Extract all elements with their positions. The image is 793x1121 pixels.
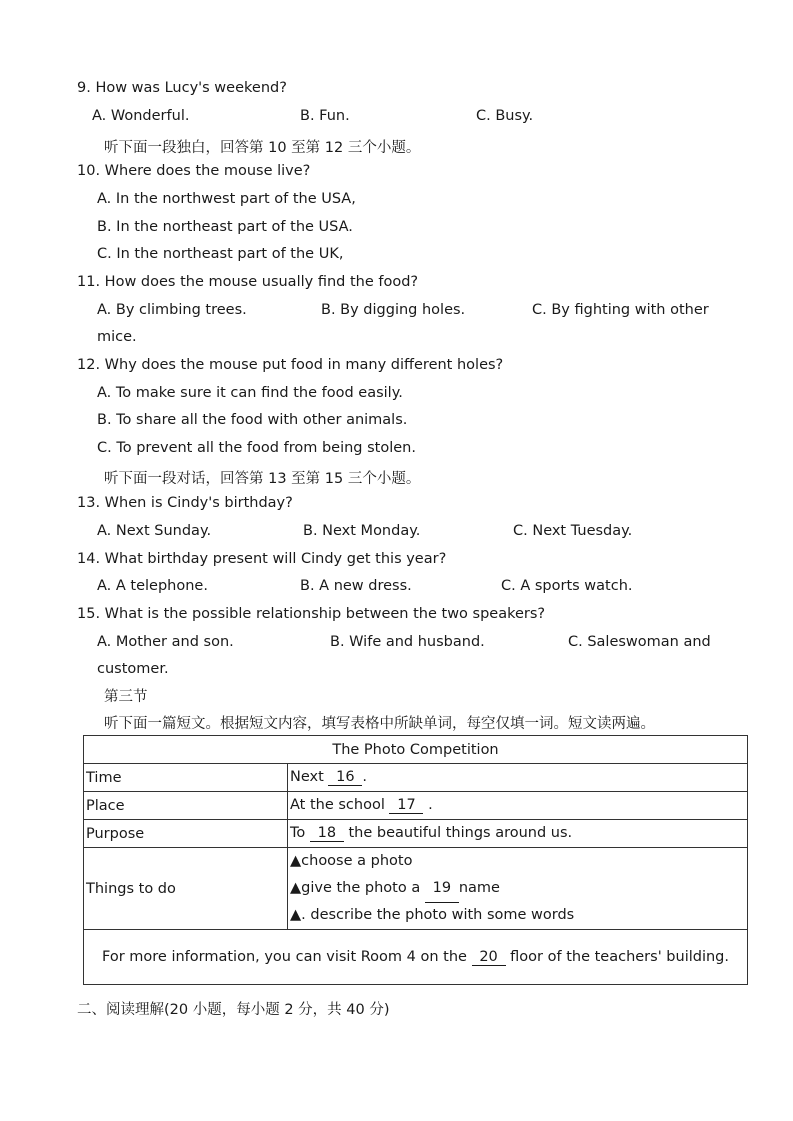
things-item-2-prefix: ▲give the photo a (290, 880, 421, 896)
listening-instruction-2: 听下面一段对话，回答第 13 至第 15 三个小题。 (104, 471, 421, 487)
section-3-title: 第三节 (104, 689, 148, 705)
things-item-2 (290, 875, 745, 902)
question-14-stem: 14. What birthday present will Cindy get this year? (77, 551, 447, 567)
question-11-option-b: B. By digging holes. (321, 302, 466, 318)
blank-18: 18 (310, 825, 344, 842)
things-label: Things to do (84, 848, 288, 930)
blank-17: 17 (389, 797, 423, 814)
question-9-option-b: B. Fun. (300, 108, 350, 124)
question-9-option-a: A. Wonderful. (92, 108, 190, 124)
footer-suffix: floor of the teachers' building. (510, 948, 729, 965)
photo-competition-table (83, 735, 748, 985)
question-13-option-c: C. Next Tuesday. (513, 523, 633, 539)
question-11-stem: 11. How does the mouse usually find the food? (77, 274, 419, 290)
things-list (288, 848, 748, 930)
question-10-stem: 10. Where does the mouse live? (77, 163, 311, 179)
time-prefix: Next (290, 769, 324, 785)
question-14-option-a: A. A telephone. (97, 578, 208, 594)
question-10-option-c: C. In the northeast part of the UK, (97, 246, 344, 262)
purpose-prefix: To (290, 825, 306, 841)
things-item-1: ▲choose a photo (290, 853, 413, 869)
time-suffix: . (362, 769, 367, 785)
question-12-option-b: B. To share all the food with other animals. (97, 412, 408, 428)
question-11-option-c-continued: mice. (97, 329, 137, 345)
blank-20: 20 (472, 949, 506, 966)
purpose-suffix: the beautiful things around us. (348, 825, 573, 841)
table-footer (84, 930, 748, 985)
footer-prefix: For more information, you can visit Room 4 on the (102, 948, 467, 965)
question-13-option-a: A. Next Sunday. (97, 523, 212, 539)
question-13-option-b: B. Next Monday. (303, 523, 421, 539)
question-14-option-b: B. A new dress. (300, 578, 412, 594)
question-12-option-c: C. To prevent all the food from being stolen. (97, 440, 416, 456)
place-prefix: At the school (290, 797, 385, 813)
question-11-option-a: A. By climbing trees. (97, 302, 247, 318)
place-value (288, 792, 748, 820)
question-12-stem: 12. Why does the mouse put food in many different holes? (77, 357, 504, 373)
blank-16: 16 (328, 769, 362, 786)
place-suffix: . (428, 797, 433, 813)
question-13-stem: 13. When is Cindy's birthday? (77, 495, 293, 511)
question-15-option-a: A. Mother and son. (97, 634, 234, 650)
question-9-option-c: C. Busy. (476, 108, 534, 124)
question-15-stem: 15. What is the possible relationship between the two speakers? (77, 606, 546, 622)
question-12-option-a: A. To make sure it can find the food easily. (97, 385, 403, 401)
part-2-heading: 二、阅读理解(20 小题，每小题 2 分，共 40 分) (77, 1002, 390, 1018)
time-value (288, 764, 748, 792)
place-label: Place (84, 792, 288, 820)
things-item-3: ▲. describe the photo with some words (290, 907, 575, 923)
section-3-instruction: 听下面一篇短文。根据短文内容，填写表格中所缺单词，每空仅填一词。短文读两遍。 (104, 716, 655, 732)
question-10-option-a: A. In the northwest part of the USA, (97, 191, 356, 207)
question-11-option-c: C. By fighting with other (532, 302, 709, 318)
time-label: Time (84, 764, 288, 792)
question-14-option-c: C. A sports watch. (501, 578, 633, 594)
purpose-value (288, 820, 748, 848)
blank-19: 19 (425, 875, 459, 903)
listening-instruction-1: 听下面一段独白，回答第 10 至第 12 三个小题。 (104, 140, 421, 156)
question-15-option-c-continued: customer. (97, 661, 169, 677)
question-9-stem: 9. How was Lucy's weekend? (77, 80, 287, 96)
question-15-option-c: C. Saleswoman and (568, 634, 711, 650)
purpose-label: Purpose (84, 820, 288, 848)
question-10-option-b: B. In the northeast part of the USA. (97, 219, 353, 235)
things-item-2-suffix: name (458, 880, 500, 896)
table-title: The Photo Competition (84, 736, 748, 764)
question-15-option-b: B. Wife and husband. (330, 634, 485, 650)
